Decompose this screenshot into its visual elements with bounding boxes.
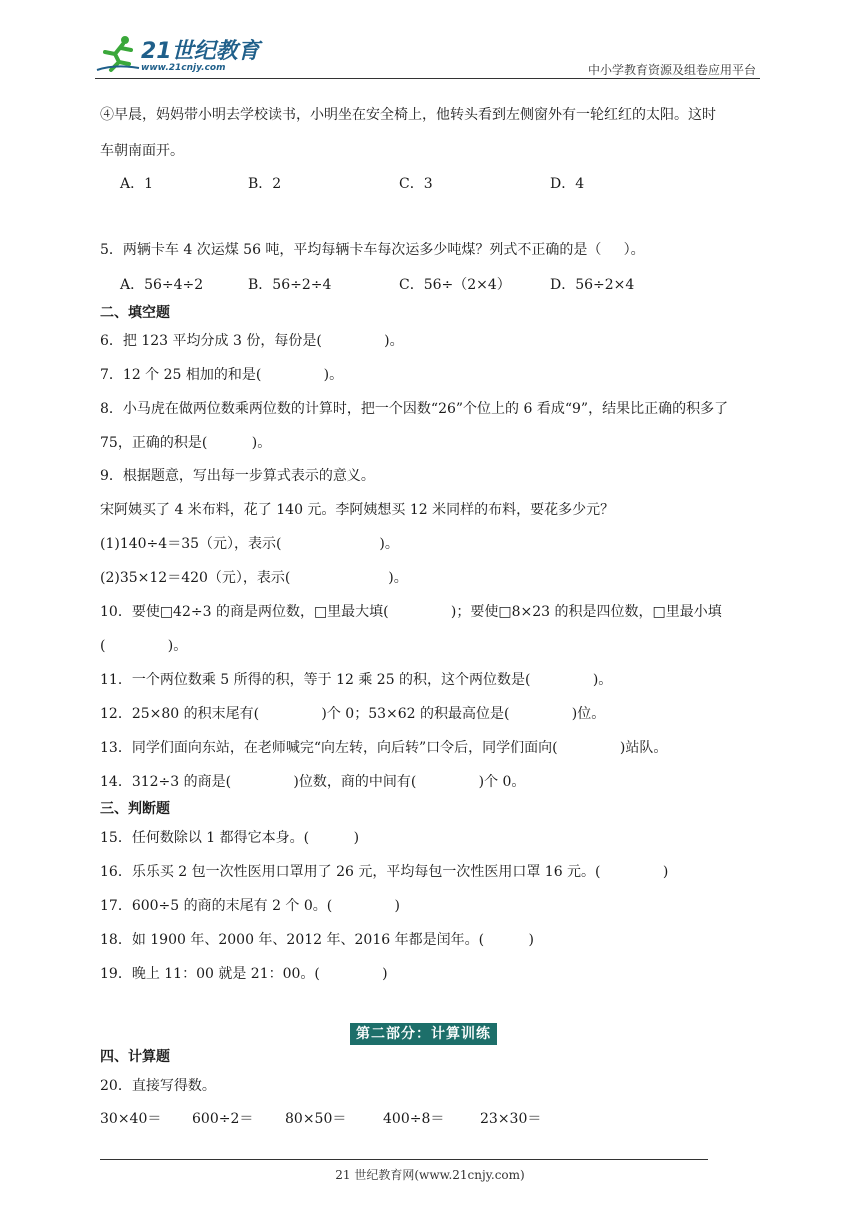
- question-12: 12．25×80 的积末尾有( )个 0；53×62 的积最高位是( )位。: [100, 706, 606, 722]
- question-6: 6．把 123 平均分成 3 份，每份是( )。: [100, 333, 404, 349]
- question-13: 13．同学们面向东站，在老师喊完“向左转，向后转”口令后，同学们面向( )站队。: [100, 740, 668, 756]
- option-b: B．56÷2÷4: [248, 277, 332, 293]
- question-20: 20．直接写得数。: [100, 1078, 216, 1094]
- calc-item: 80×50＝: [285, 1111, 347, 1127]
- site-logo: [95, 34, 265, 74]
- page-header: [95, 30, 760, 80]
- question-8-cont: 75，正确的积是( )。: [100, 435, 272, 451]
- option-c: C．56÷（2×4）: [399, 277, 511, 293]
- option-c: C．3: [399, 176, 433, 192]
- footer-text: 21 世纪教育网(www.21cnjy.com): [335, 1168, 525, 1182]
- section-heading: 三、判断题: [100, 801, 170, 817]
- question-10: 10．要使□42÷3 的商是两位数，□里最大填( )；要使□8×23 的积是四位数，□里最小填: [100, 604, 722, 620]
- question-11: 11．一个两位数乘 5 所得的积，等于 12 乘 25 的积，这个两位数是( )。: [100, 672, 613, 688]
- calc-item: 23×30＝: [480, 1111, 542, 1127]
- logo-url: www.21cnjy.com: [141, 63, 226, 73]
- option-a: A．56÷4÷2: [120, 277, 204, 293]
- question-14: 14．312÷3 的商是( )位数，商的中间有( )个 0。: [100, 774, 526, 790]
- option-a: A．1: [120, 176, 154, 192]
- question-10-cont: ( )。: [100, 638, 188, 654]
- question-9-part-2: (2)35×12＝420（元），表示( )。: [100, 570, 408, 586]
- question-15: 15．任何数除以 1 都得它本身。( ): [100, 830, 360, 846]
- question-9: 9．根据题意，写出每一步算式表示的意义。: [100, 468, 375, 484]
- footer-divider: [100, 1159, 708, 1160]
- question-7: 7．12 个 25 相加的和是( )。: [100, 367, 344, 383]
- question-17: 17．600÷5 的商的末尾有 2 个 0。( ): [100, 898, 401, 914]
- question-text: ④早晨，妈妈带小明去学校读书，小明坐在安全椅上，他转头看到左侧窗外有一轮红红的太阳。这时: [100, 107, 716, 123]
- question-16: 16．乐乐买 2 包一次性医用口罩用了 26 元，平均每包一次性医用口罩 16 元。( ): [100, 864, 669, 880]
- part-title: 第二部分：计算训练: [350, 1023, 497, 1045]
- question-19: 19．晚上 11：00 就是 21：00。( ): [100, 966, 388, 982]
- question-text: 车朝南面开。: [100, 143, 184, 159]
- calc-item: 600÷2＝: [192, 1111, 254, 1127]
- question-5: 5．两辆卡车 4 次运煤 56 吨，平均每辆卡车每次运多少吨煤？列式不正确的是（ ）。: [100, 242, 645, 258]
- calc-item: 400÷8＝: [383, 1111, 445, 1127]
- option-b: B．2: [248, 176, 282, 192]
- logo-text: 21世纪教育: [141, 39, 260, 64]
- option-d: D．56÷2×4: [550, 277, 635, 293]
- question-9-story: 宋阿姨买了 4 米布料，花了 140 元。李阿姨想买 12 米同样的布料，要花多少元？: [100, 502, 615, 518]
- header-divider: [95, 78, 760, 79]
- option-d: D．4: [550, 176, 585, 192]
- calc-item: 30×40＝: [100, 1111, 162, 1127]
- runner-logo-icon: [95, 34, 141, 74]
- section-heading: 二、填空题: [100, 305, 170, 321]
- platform-name: 中小学教育资源及组卷应用平台: [587, 63, 756, 77]
- section-heading: 四、计算题: [100, 1049, 170, 1065]
- question-8: 8．小马虎在做两位数乘两位数的计算时，把一个因数“26”个位上的 6 看成“9”，结果比正确的积多了: [100, 401, 729, 417]
- question-18: 18．如 1900 年、2000 年、2012 年、2016 年都是闰年。( ): [100, 932, 535, 948]
- question-9-part-1: (1)140÷4＝35（元），表示( )。: [100, 536, 399, 552]
